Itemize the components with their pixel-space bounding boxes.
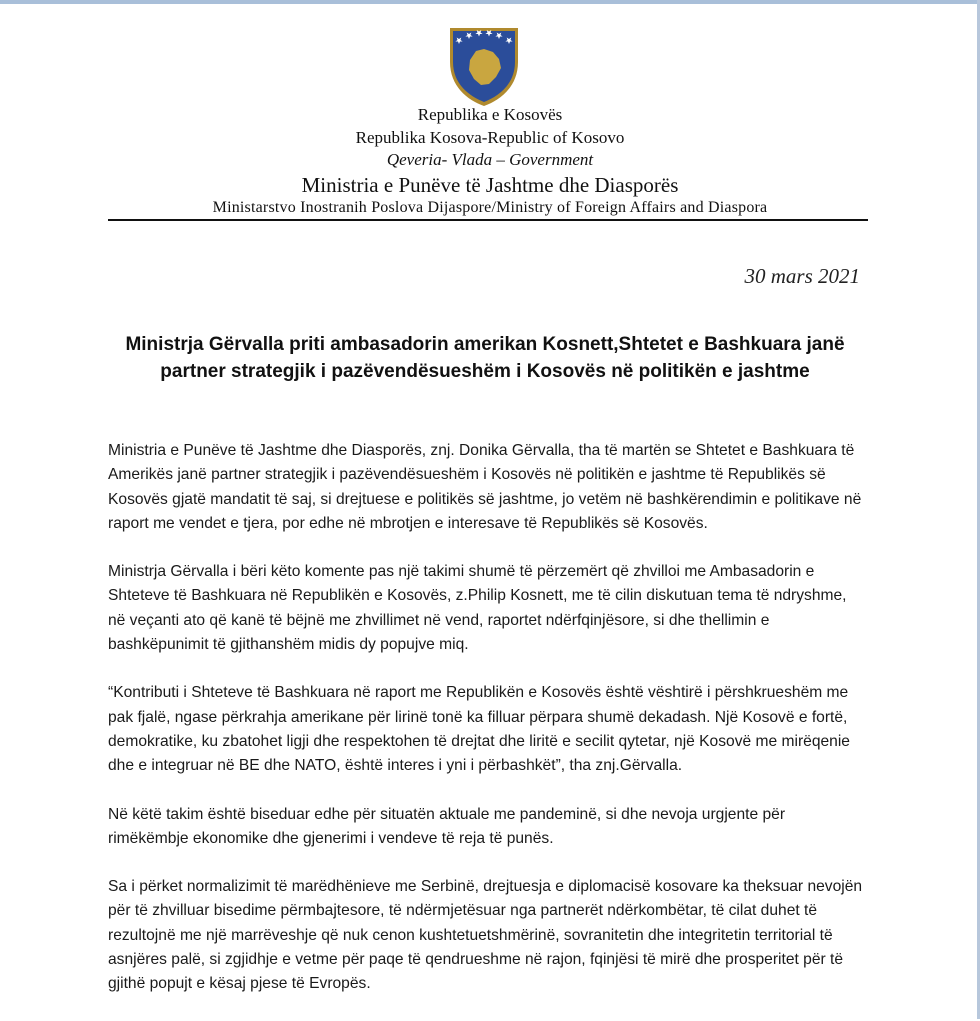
header-ministry-translations: Ministarstvo Inostranih Poslova Dijaspore/Ministry of Foreign Affairs and Diaspora	[212, 199, 768, 216]
paragraph: Ministria e Punëve të Jashtme dhe Diasporës, znj. Donika Gërvalla, tha të martën se Shtetet e Bashkuara të Amerikës janë partner strategjik i pazëvendësueshëm i Kosovës në politikën e jashtme të Republikës së Kosovës gjatë mandatit të saj, si drejtuese e politikës së jashtme, jo vetëm në bashkërendimin e politikave në raport me vendet e tjera, por edhe në mbrotjen e interesave të Republikës së Kosovës.	[108, 442, 862, 532]
paragraph: “Kontributi i Shteteve të Bashkuara në raport me Republikën e Kosovës është vështirë i përshkrueshëm me pak fjalë, ngase përkrahja amerikane për lirinë tonë ka filluar përpara shumë dekadash. Një Kosovë e fortë, demokratike, ku zbatohet ligji dhe respektohen të drejtat dhe liritë e secilit qytetar, një Kosovë me mirëqenie dhe e integruar në BE dhe NATO, është interes i yni i përbashkët”, tha znj.Gërvalla.	[108, 684, 850, 775]
paragraph: Në këtë takim është biseduar edhe për situatën aktuale me pandeminë, si dhe nevoja urgjente për rimëkëmbje ekonomike dhe gjenerimi i vendeve të reja të punës.	[108, 805, 786, 847]
window-top-frame	[0, 0, 980, 4]
article-title: Ministrja Gërvalla priti ambasadorin amerikan Kosnett,Shtetet e Bashkuara janë partner strategjik i pazëvendësueshëm i Kosovës në politikën e jashtme	[125, 334, 845, 382]
kosovo-emblem-icon	[446, 24, 522, 108]
header-divider	[108, 219, 868, 221]
header-country-albanian: Republika e Kosovës	[417, 105, 563, 124]
paragraph: Sa i përket normalizimit të marëdhënieve me Serbinë, drejtuesja e diplomacisë kosovare ka theksuar nevojën për të zhvilluar bisedime përmbajtesore, të ndërmjetësuar nga partnerët ndërkombëtar, të cilat duhet të rezultojnë me një marrëveshje që nuk cenon kushtetuetshmërinë, sovranitetin dhe integritetin territorial të asnjëres palë, si zgjidhje e vetme për paqe të qendrueshme në rajon, fqinjësi të mirë dhe prosperitet për të gjithë popujt e kësaj pjese të Evropës.	[108, 878, 863, 993]
header-government: Qeveria- Vlada – Government	[386, 150, 594, 169]
header-country-multilingual: Republika Kosova-Republic of Kosovo	[355, 128, 625, 147]
article-body	[108, 439, 868, 1021]
document-date: 30 mars 2021	[744, 264, 860, 288]
paragraph: Ministrja Gërvalla i bëri këto komente pas një takimi shumë të përzemërt që zhvilloi me Ambasadorin e Shteteve të Bashkuara në Republikën e Kosovës, z.Philip Kosnett, me të cilin diskutuan tema të ndryshme, në veçanti ato që kanë të bëjnë me zhvillimet në vend, raportet ndërfqinjësore, si dhe thellimin e bashkëpunimit të gjithanshëm midis dy popujve miq.	[108, 563, 847, 654]
header-ministry: Ministria e Punëve të Jashtme dhe Diasporës	[301, 173, 679, 197]
